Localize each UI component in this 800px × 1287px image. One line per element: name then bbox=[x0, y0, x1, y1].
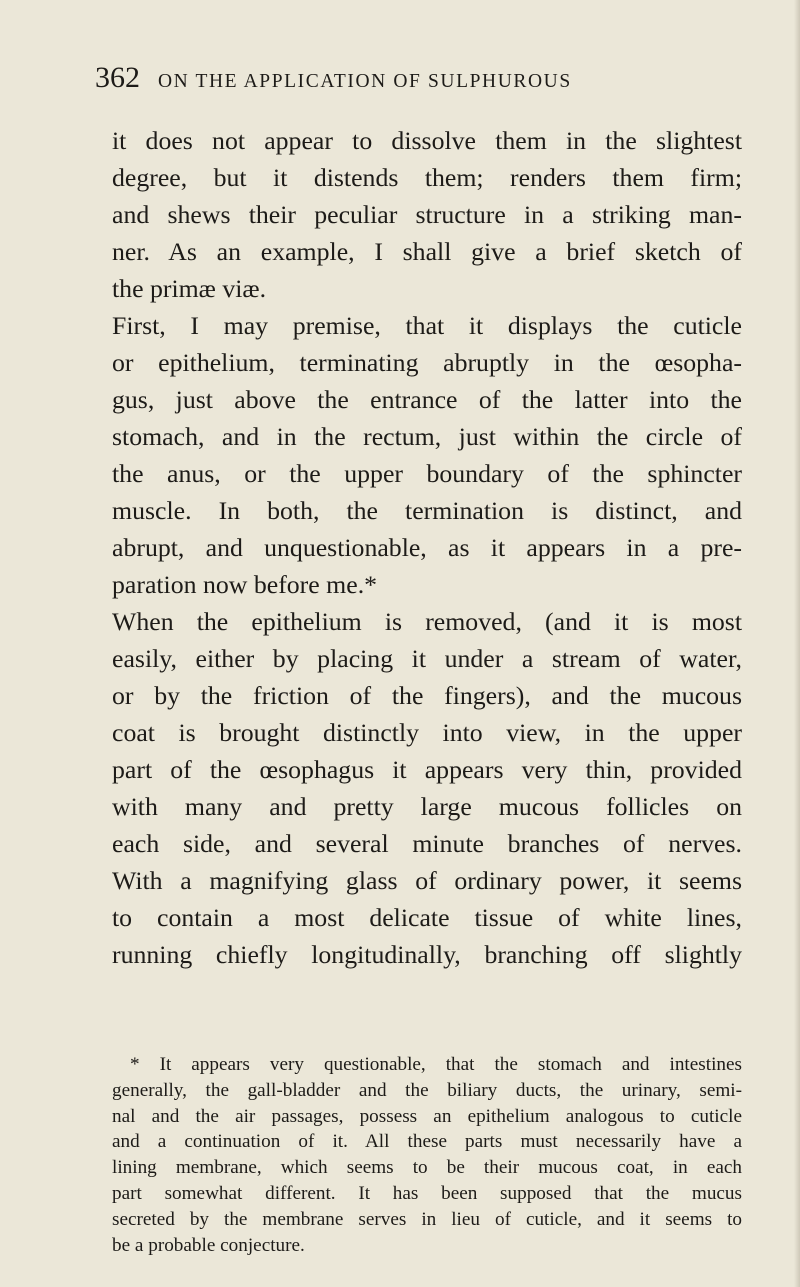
footnote-line: nal and the air passages, possess an epithelium analogous to cuticle bbox=[112, 1105, 742, 1127]
text-line: coat is brought distinctly into view, in the upper bbox=[112, 718, 742, 747]
page-edge-shadow bbox=[794, 0, 800, 1287]
text-line: with many and pretty large mucous follicles on bbox=[112, 792, 742, 821]
text-line: abrupt, and unquestionable, as it appears in a pre- bbox=[112, 533, 742, 562]
text-line: With a magnifying glass of ordinary power, it seems bbox=[112, 866, 742, 895]
running-head bbox=[95, 61, 735, 97]
footnote-line: be a probable conjecture. bbox=[112, 1234, 305, 1256]
text-line: and shews their peculiar structure in a striking man- bbox=[112, 200, 742, 229]
footnote-line: part somewhat different. It has been supposed that the mucus bbox=[112, 1182, 742, 1204]
text-line: part of the œsophagus it appears very thin, provided bbox=[112, 755, 742, 784]
footnote-line: secreted by the membrane serves in lieu of cuticle, and it seems to bbox=[112, 1208, 742, 1230]
text-line: gus, just above the entrance of the latter into the bbox=[112, 385, 742, 414]
footnote-line: generally, the gall-bladder and the biliary ducts, the urinary, semi- bbox=[112, 1079, 742, 1101]
footnote-line: and a continuation of it. All these parts must necessarily have a bbox=[112, 1131, 742, 1153]
text-line: to contain a most delicate tissue of white lines, bbox=[112, 903, 742, 932]
text-line: each side, and several minute branches of nerves. bbox=[112, 829, 742, 858]
text-line: ner. As an example, I shall give a brief sketch of bbox=[112, 237, 742, 266]
text-line: stomach, and in the rectum, just within the circle of bbox=[112, 422, 742, 451]
text-line: or by the friction of the fingers), and the mucous bbox=[112, 681, 742, 710]
page-number: 362 bbox=[95, 61, 140, 94]
text-line: muscle. In both, the termination is distinct, and bbox=[112, 496, 742, 525]
running-title: ON THE APPLICATION OF SULPHUROUS bbox=[158, 71, 572, 92]
text-line: When the epithelium is removed, (and it is most bbox=[112, 607, 742, 636]
footnote-line: * It appears very questionable, that the stomach and intestines bbox=[130, 1054, 742, 1075]
text-line: it does not appear to dissolve them in the slightest bbox=[112, 126, 742, 155]
body-text bbox=[112, 122, 742, 973]
text-line: easily, either by placing it under a stream of water, bbox=[112, 644, 742, 673]
footnote-line: lining membrane, which seems to be their mucous coat, in each bbox=[112, 1157, 742, 1179]
text-line: paration now before me.* bbox=[112, 570, 378, 599]
text-line: the anus, or the upper boundary of the sphincter bbox=[112, 459, 742, 488]
text-line: the primæ viæ. bbox=[112, 274, 267, 303]
text-line: First, I may premise, that it displays the cuticle bbox=[112, 311, 742, 340]
text-line: or epithelium, terminating abruptly in the œsopha- bbox=[112, 348, 742, 377]
footnote bbox=[112, 1052, 742, 1258]
text-line: degree, but it distends them; renders them firm; bbox=[112, 163, 742, 192]
text-line: running chiefly longitudinally, branching off slightly bbox=[112, 940, 742, 969]
